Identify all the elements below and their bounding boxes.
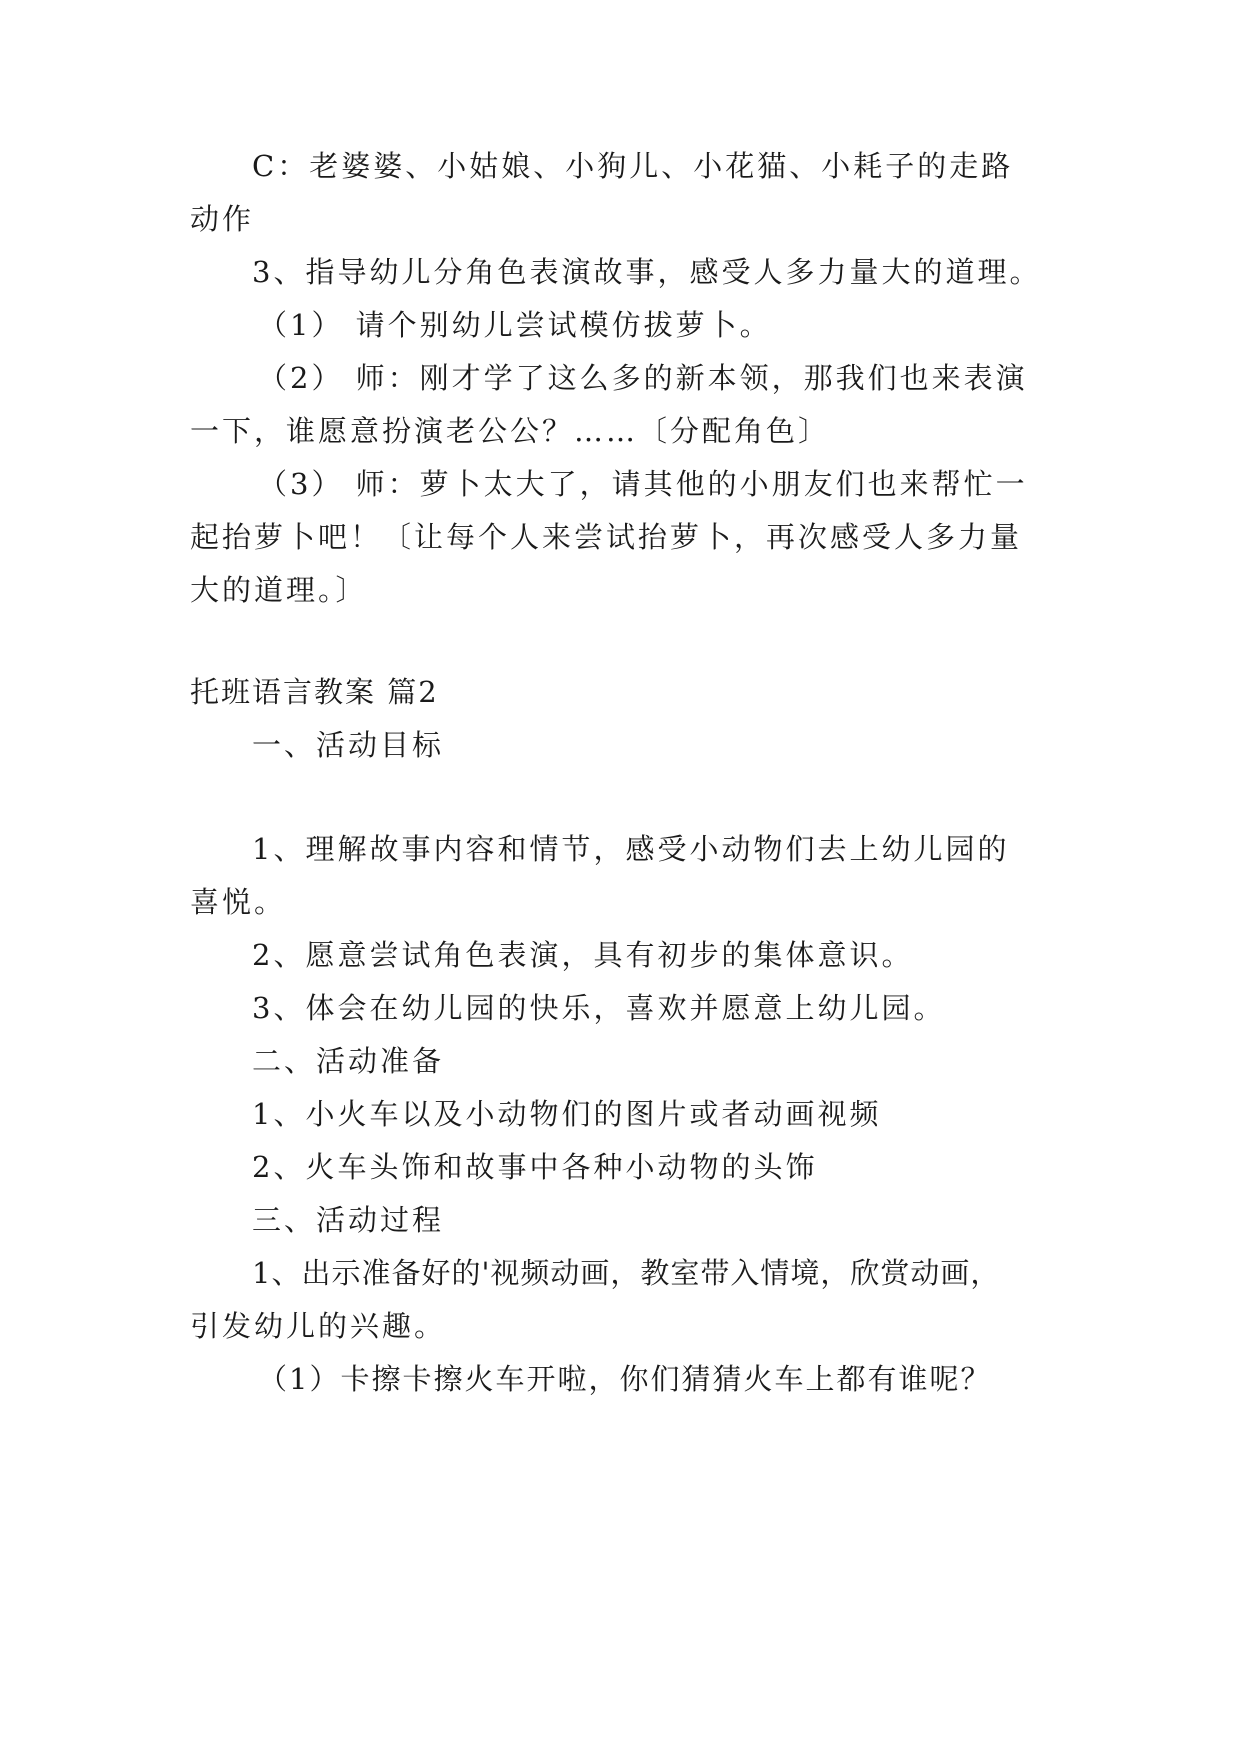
paragraph-line: 动作 [190,202,255,236]
paragraph-line: （2） 师：刚才学了这么多的新本领，那我们也来表演 [258,361,1028,395]
paragraph-line: 2、火车头饰和故事中各种小动物的头饰 [252,1150,818,1184]
section-title: 托班语言教案 篇2 [190,675,439,709]
section-heading: 二、活动准备 [252,1044,445,1078]
paragraph-line: 喜悦。 [190,885,287,919]
paragraph-line: 引发幼儿的兴趣。 [190,1309,447,1343]
paragraph-line: （3） 师：萝卜太大了，请其他的小朋友们也来帮忙一 [258,467,1028,501]
paragraph-line: 1、理解故事内容和情节，感受小动物们去上幼儿园的 [252,832,1010,866]
paragraph-line: （1）卡擦卡擦火车开啦，你们猜猜火车上都有谁呢？ [258,1362,992,1396]
paragraph-line: C：老婆婆、小姑娘、小狗儿、小花猫、小耗子的走路 [252,149,1014,183]
paragraph-line: 2、愿意尝试角色表演，具有初步的集体意识。 [252,938,914,972]
paragraph-line: 1、出示准备好的'视频动画，教室带入情境，欣赏动画， [252,1256,1001,1290]
paragraph-line: 1、小火车以及小动物们的图片或者动画视频 [252,1097,882,1131]
paragraph-line: 起抬萝卜吧！〔让每个人来尝试抬萝卜，再次感受人多力量 [190,520,1023,554]
paragraph-line: 3、指导幼儿分角色表演故事，感受人多力量大的道理。 [252,255,1042,289]
paragraph-line: （1） 请个别幼儿尝试模仿拔萝卜。 [258,308,772,342]
paragraph-line: 3、体会在幼儿园的快乐，喜欢并愿意上幼儿园。 [252,991,946,1025]
paragraph-line: 大的道理。〕 [190,573,368,607]
section-heading: 三、活动过程 [252,1203,445,1237]
section-heading: 一、活动目标 [252,728,445,762]
paragraph-line: 一下，谁愿意扮演老公公？……〔分配角色〕 [190,414,831,448]
